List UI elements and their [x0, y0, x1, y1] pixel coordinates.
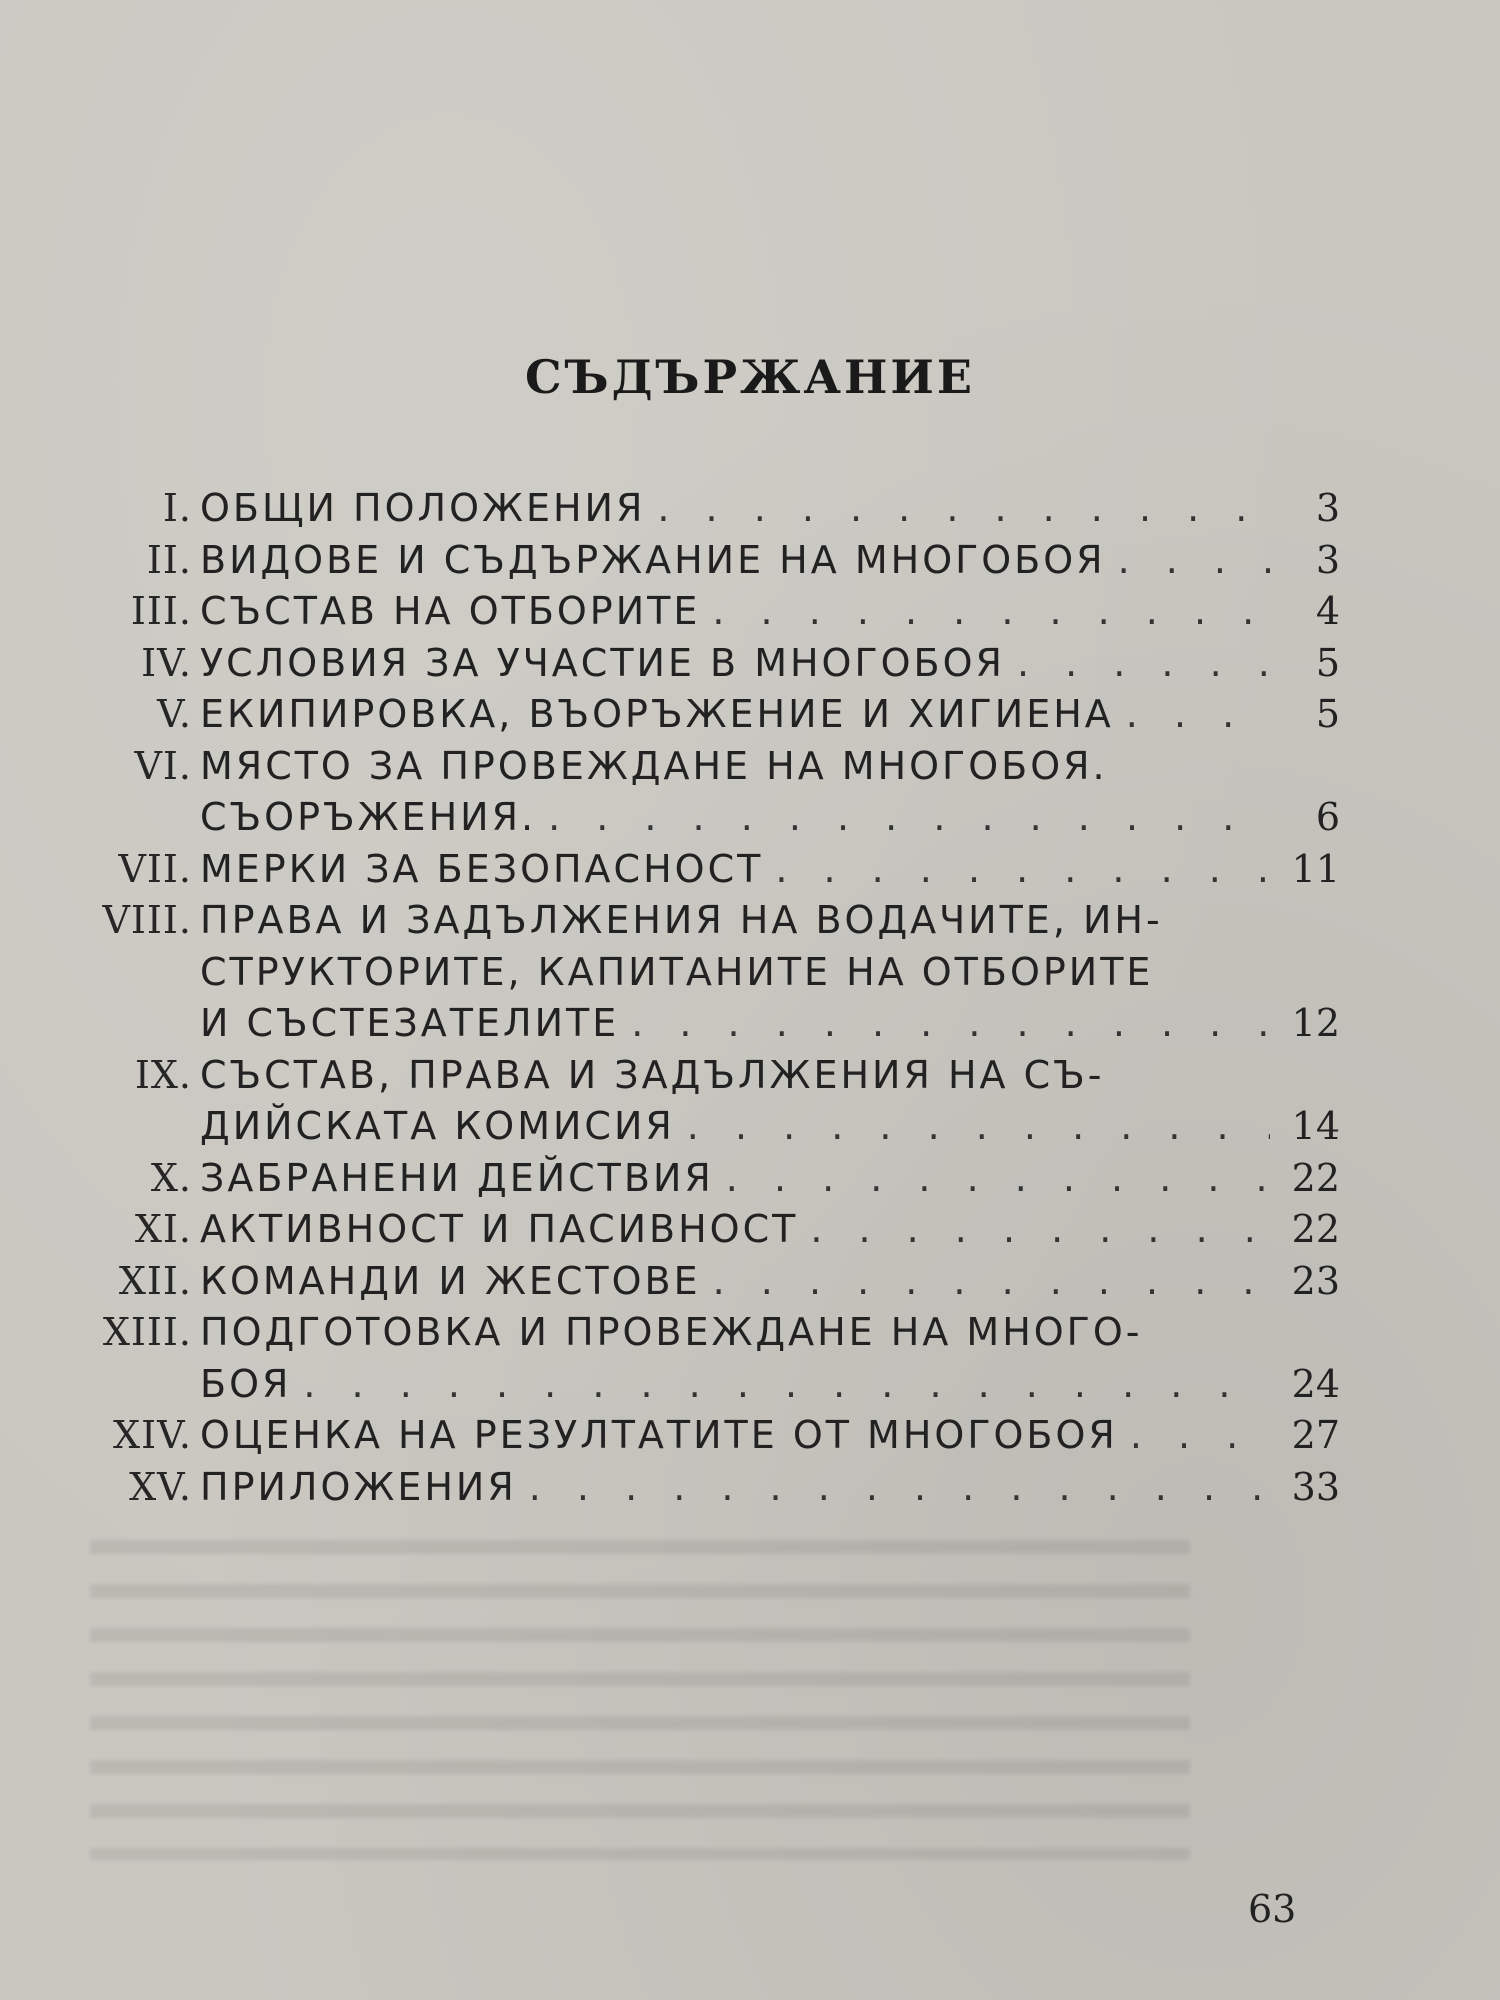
toc-entry-body [200, 895, 1340, 1050]
toc-entry [80, 1307, 1340, 1410]
toc-entry-title: СЪСТАВ НА ОТБОРИТЕ [200, 589, 701, 633]
dot-leader [1005, 638, 1270, 690]
table-of-contents [80, 483, 1340, 1513]
dot-leader [1106, 535, 1270, 587]
toc-entry-line [200, 483, 1340, 535]
toc-entry-line [200, 1153, 1340, 1205]
toc-entry [80, 741, 1340, 844]
toc-entry-line [200, 535, 1340, 587]
toc-entry-body [200, 1462, 1340, 1514]
toc-entry [80, 1462, 1340, 1514]
toc-entry-page: 23 [1291, 1258, 1340, 1303]
toc-entry-line [200, 895, 1340, 947]
toc-entry-number: V. [157, 692, 192, 736]
toc-entry-body [200, 483, 1340, 535]
dot-leader [763, 844, 1270, 896]
toc-entry [80, 586, 1340, 638]
toc-entry [80, 1256, 1340, 1308]
toc-entry-title: ПРАВА И ЗАДЪЛЖЕНИЯ НА ВОДАЧИТЕ, ИН- [200, 898, 1163, 942]
toc-entry-line [200, 1256, 1340, 1308]
toc-entry-title: ОЦЕНКА НА РЕЗУЛТАТИТЕ ОТ МНОГОБОЯ [200, 1413, 1118, 1457]
dot-leader [675, 1101, 1270, 1153]
toc-entry-page: 12 [1291, 1001, 1340, 1045]
toc-entry-number: IV. [141, 640, 192, 685]
toc-entry-title: ПОДГОТОВКА И ПРОВЕЖДАНЕ НА МНОГО- [200, 1310, 1143, 1354]
dot-leader [798, 1204, 1270, 1256]
toc-entry-body [200, 1204, 1340, 1256]
toc-entry-title: ДИЙСКАТА КОМИСИЯ [200, 1104, 675, 1148]
toc-entry-title: ОБЩИ ПОЛОЖЕНИЯ [200, 486, 646, 530]
toc-entry-page: 5 [1315, 640, 1340, 685]
page-number: 63 [1248, 1887, 1297, 1931]
toc-entry-body [200, 1307, 1340, 1410]
show-through-text [90, 1540, 1190, 1860]
dot-leader [700, 586, 1270, 638]
toc-entry [80, 1410, 1340, 1462]
toc-entry [80, 1050, 1340, 1153]
page-title: СЪДЪРЖАНИЕ [525, 350, 975, 404]
toc-entry-body [200, 741, 1340, 844]
toc-entry-title: ЕКИПИРОВКА, ВЪОРЪЖЕНИЕ И ХИГИЕНА [200, 692, 1114, 736]
toc-entry-body [200, 535, 1340, 587]
dot-leader [517, 1462, 1270, 1514]
toc-entry-number: VI. [134, 743, 192, 788]
toc-entry-line [200, 1204, 1340, 1256]
toc-entry-page: 3 [1315, 537, 1340, 582]
toc-entry-body [200, 689, 1340, 741]
toc-entry-body [200, 1256, 1340, 1308]
toc-entry-body [200, 586, 1340, 638]
toc-entry-body [200, 844, 1340, 896]
toc-entry-body [200, 638, 1340, 690]
toc-entry-line [200, 741, 1340, 793]
toc-entry-title: МЕРКИ ЗА БЕЗОПАСНОСТ [200, 846, 764, 891]
toc-entry-page: 33 [1291, 1464, 1340, 1509]
toc-entry-body [200, 1153, 1340, 1205]
toc-entry [80, 638, 1340, 690]
dot-leader [1118, 1410, 1270, 1462]
toc-entry-number: XIV. [113, 1413, 192, 1457]
toc-entry-title: КОМАНДИ И ЖЕСТОВЕ [200, 1258, 701, 1303]
toc-entry-title: ВИДОВЕ И СЪДЪРЖАНИЕ НА МНОГОБОЯ [200, 537, 1106, 582]
toc-entry-title: УСЛОВИЯ ЗА УЧАСТИЕ В МНОГОБОЯ [200, 640, 1005, 685]
toc-entry-line [200, 638, 1340, 690]
toc-entry [80, 895, 1340, 1050]
toc-entry [80, 689, 1340, 741]
toc-entry-page: 22 [1291, 1155, 1340, 1200]
toc-entry-page: 27 [1291, 1413, 1340, 1457]
toc-entry-number: II. [146, 537, 192, 582]
toc-entry-page: 22 [1291, 1207, 1340, 1251]
toc-entry-title: ЗАБРАНЕНИ ДЕЙСТВИЯ [200, 1155, 714, 1200]
toc-entry-line [200, 1307, 1340, 1359]
toc-entry-line [200, 844, 1340, 896]
toc-entry-line [200, 1410, 1340, 1462]
toc-entry-page: 6 [1315, 795, 1340, 839]
toc-entry [80, 1204, 1340, 1256]
toc-entry-line [200, 586, 1340, 638]
toc-entry-title: СЪОРЪЖЕНИЯ. [200, 795, 537, 839]
toc-entry-line [200, 947, 1340, 999]
dot-leader [536, 792, 1270, 844]
toc-entry-number: XIII. [102, 1310, 192, 1354]
dot-leader [619, 998, 1270, 1050]
toc-entry-number: IX. [134, 1052, 192, 1097]
toc-entry-body [200, 1050, 1340, 1153]
dot-leader [701, 1256, 1270, 1308]
toc-entry-body [200, 1410, 1340, 1462]
toc-entry-title: БОЯ [200, 1361, 292, 1406]
toc-entry-title: И СЪСТЕЗАТЕЛИТЕ [200, 1001, 620, 1045]
toc-entry [80, 535, 1340, 587]
toc-entry-line [200, 1050, 1340, 1102]
toc-entry-line [200, 689, 1340, 741]
toc-entry-page: 14 [1291, 1104, 1340, 1148]
toc-entry-title: СТРУКТОРИТЕ, КАПИТАНИТЕ НА ОТБОРИТЕ [200, 949, 1154, 994]
toc-entry-line [200, 998, 1340, 1050]
toc-entry-number: I. [162, 486, 192, 530]
toc-entry-number: XV. [129, 1464, 192, 1509]
toc-entry [80, 844, 1340, 896]
toc-entry-title: СЪСТАВ, ПРАВА И ЗАДЪЛЖЕНИЯ НА СЪ- [200, 1052, 1105, 1097]
toc-entry-line [200, 1101, 1340, 1153]
toc-entry-title: МЯСТО ЗА ПРОВЕЖДАНЕ НА МНОГОБОЯ. [200, 743, 1108, 788]
toc-entry-number: X. [150, 1155, 192, 1200]
toc-entry-number: XI. [134, 1207, 192, 1251]
toc-entry-number: XII. [118, 1258, 192, 1303]
toc-entry-line [200, 792, 1340, 844]
dot-leader [291, 1359, 1270, 1411]
toc-entry-line [200, 1359, 1340, 1411]
toc-entry-number: III. [130, 589, 192, 633]
toc-entry-line [200, 1462, 1340, 1514]
toc-entry-page: 24 [1291, 1361, 1340, 1406]
toc-entry [80, 1153, 1340, 1205]
toc-entry-page: 11 [1291, 846, 1340, 891]
toc-entry-number: VIII. [102, 898, 192, 942]
dot-leader [1114, 689, 1270, 741]
toc-entry-page: 5 [1315, 692, 1340, 736]
toc-entry-page: 3 [1315, 486, 1340, 530]
dot-leader [645, 483, 1270, 535]
toc-entry-title: АКТИВНОСТ И ПАСИВНОСТ [200, 1207, 799, 1251]
toc-entry-title: ПРИЛОЖЕНИЯ [200, 1464, 517, 1509]
toc-entry [80, 483, 1340, 535]
toc-entry-number: VII. [118, 846, 192, 891]
toc-entry-page: 4 [1315, 589, 1340, 633]
dot-leader [714, 1153, 1270, 1205]
